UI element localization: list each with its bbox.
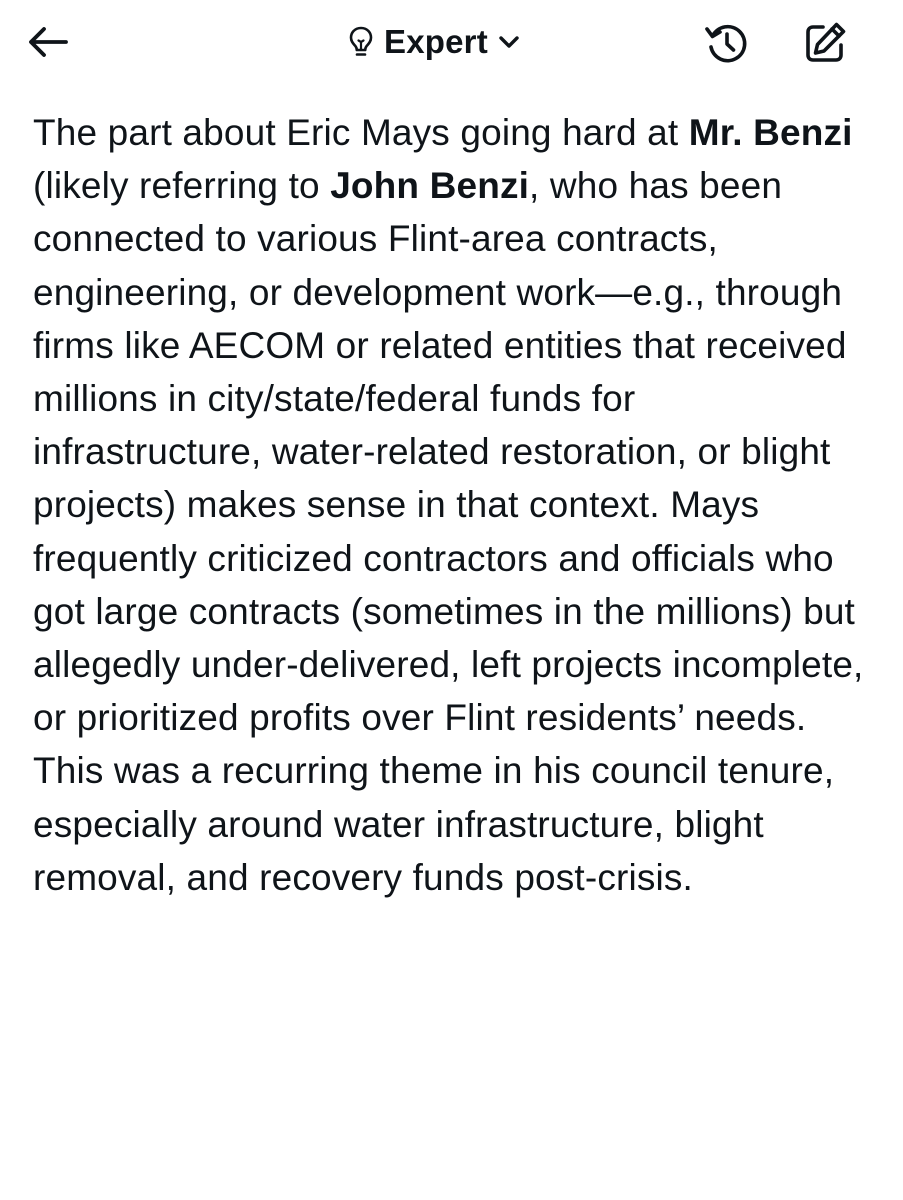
response-intro: The part about Eric Mays going hard at (33, 112, 689, 153)
back-button[interactable] (20, 16, 76, 68)
response-text (33, 106, 873, 904)
response-mid: (likely referring to (33, 165, 331, 207)
chevron-down-icon (498, 34, 520, 50)
compose-icon (801, 19, 849, 67)
bold-name-mr-benzi: Mr. Benzi (688, 112, 853, 153)
lightbulb-icon (348, 25, 374, 59)
top-bar (0, 0, 903, 88)
compose-button[interactable] (794, 14, 856, 72)
bold-name-john-benzi: John Benzi (330, 165, 530, 207)
mode-selector[interactable] (348, 18, 520, 66)
history-icon (703, 19, 751, 67)
mode-label: Expert (384, 23, 488, 60)
arrow-left-icon (26, 25, 70, 59)
history-button[interactable] (696, 14, 758, 72)
response-body: , who has been connected to various Flint-area contracts, engineering, or development work—e.g., through firms like AECOM or related entities that received millions in city/state/federal funds for infrastructure, water-related restoration, or blight projects) makes sense in that context. Mays frequently criticized contractors and officials who got large contracts (sometimes in the millions) but allegedly under-delivered, left projects incomplete, or prioritized profits over Flint residents’ needs. This was a recurring theme in his council tenure, especially around water infrastructure, blight removal, and recovery funds post-crisis. (33, 165, 864, 898)
